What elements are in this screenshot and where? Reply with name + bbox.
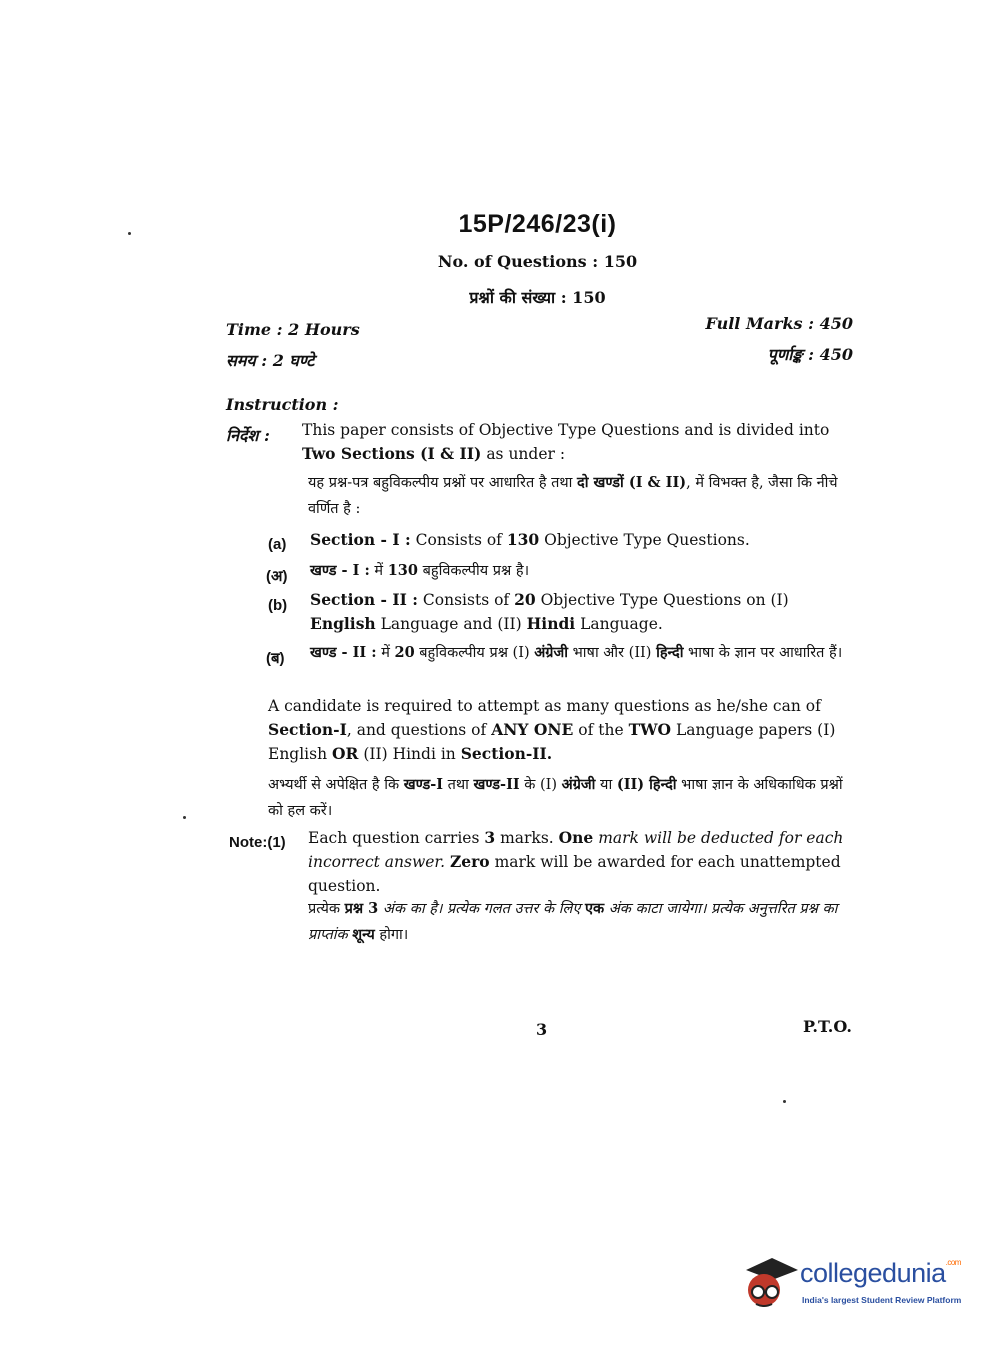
brand-name: collegedunia xyxy=(800,1258,946,1288)
instruction-label-hindi: निर्देश : xyxy=(226,426,270,445)
intro-hi-text-end: , में विभक्त है, जैसा कि नीचे वर्णित है : xyxy=(308,475,838,517)
item-text: में xyxy=(376,645,395,661)
item-bold: 130 xyxy=(387,562,418,579)
cand-hi-text: अभ्यर्थी से अपेक्षित है कि xyxy=(268,777,404,793)
cand-text: , and questions of xyxy=(346,721,492,739)
item-text: बहुविकल्पीय प्रश्न (I) xyxy=(414,645,535,661)
cand-hi-text: तथा xyxy=(443,777,474,793)
cand-hi-bold: (II) हिन्दी xyxy=(616,776,677,793)
cand-hi-text: के (I) xyxy=(519,777,562,793)
item-bold: खण्ड - II : xyxy=(310,644,377,661)
note-part: marks. xyxy=(495,829,559,847)
item-marker-b-hindi: (ब) xyxy=(266,650,285,667)
note-hi-bold: प्रश्न 3 xyxy=(344,900,379,917)
cand-bold: OR xyxy=(332,744,359,763)
item-text: Consists of xyxy=(410,531,507,549)
number-of-questions: No. of Questions : 150 xyxy=(437,252,638,271)
item-bold: English xyxy=(310,614,376,633)
full-marks-hindi: पूर्णाङ्क : 450 xyxy=(767,345,853,364)
cand-bold: Section-II. xyxy=(460,744,553,763)
cand-bold: ANY ONE xyxy=(491,720,574,739)
note-hi-part: होगा। xyxy=(374,927,409,943)
cand-bold: Section-I xyxy=(268,720,347,739)
item-text: Language. xyxy=(575,615,663,633)
item-bold: अंग्रेजी xyxy=(534,644,568,661)
collegedunia-mascot-icon xyxy=(742,1250,800,1312)
cand-text: of the xyxy=(573,721,629,739)
note-part-italic: mark will be deducted for each incorrect answer. xyxy=(308,829,844,871)
note-hi-bold: शून्य xyxy=(352,926,375,943)
item-bold: हिन्दी xyxy=(656,644,684,661)
cand-hi-bold: खण्ड-I xyxy=(403,776,444,793)
time-allowed-hindi: समय : 2 घण्टे xyxy=(226,351,315,370)
item-section-1-hindi xyxy=(310,559,858,583)
candidate-instruction xyxy=(268,694,860,766)
time-allowed: Time : 2 Hours xyxy=(226,320,360,339)
intro-bold: Two Sections (I & II) xyxy=(302,444,482,463)
note-hi-bold: एक xyxy=(584,900,605,917)
scan-speck xyxy=(783,1100,786,1103)
note-text xyxy=(308,826,860,898)
note-hi-part-italic: अंक काटा जायेगा। प्रत्येक अनुत्तरित प्रश्न का प्राप्तांक xyxy=(308,901,838,943)
paper-code: 15P/246/23(i) xyxy=(458,210,617,238)
item-marker-a-hindi: (अ) xyxy=(266,568,288,585)
intro-text-end: as under : xyxy=(481,445,566,463)
brand-suffix: .com xyxy=(945,1258,961,1267)
item-bold: 20 xyxy=(394,644,415,661)
cand-text: Language papers (I) English xyxy=(268,721,836,763)
item-text: Objective Type Questions. xyxy=(539,531,750,549)
cand-hi-bold: अंग्रेजी xyxy=(561,776,596,793)
note-part: mark will be awarded for each unattempted question. xyxy=(308,853,841,895)
scan-speck xyxy=(128,232,131,235)
intro-text: This paper consists of Objective Type Questions and is divided into xyxy=(302,421,830,439)
cand-hi-text: भाषा ज्ञान के अधिकाधिक प्रश्नों को हल करें। xyxy=(268,777,843,819)
scan-speck xyxy=(183,816,186,819)
cand-text: A candidate is required to attempt as many questions as he/she can of xyxy=(268,697,821,715)
item-section-2-hindi xyxy=(310,640,858,666)
instruction-label: Instruction : xyxy=(226,395,339,414)
item-marker-a: (a) xyxy=(268,536,287,553)
cand-hi-text: या xyxy=(595,777,617,793)
intro-hi-bold: दो खण्डों (I & II) xyxy=(577,474,687,491)
item-bold: Section - II : xyxy=(310,590,418,609)
note-text-hindi xyxy=(308,896,860,948)
instruction-intro-hindi xyxy=(308,470,858,522)
instruction-intro xyxy=(302,418,857,466)
item-text: भाषा के ज्ञान पर आधारित हैं। xyxy=(683,645,843,661)
item-bold: खण्ड - I : xyxy=(310,562,370,579)
candidate-instruction-hindi xyxy=(268,772,860,824)
note-bold: Zero xyxy=(449,852,490,871)
item-text: में xyxy=(369,563,388,579)
item-text: Consists of xyxy=(418,591,515,609)
note-hi-part: प्रत्येक xyxy=(308,901,345,917)
please-turn-over: P.T.O. xyxy=(803,1017,852,1036)
item-bold: Hindi xyxy=(526,614,576,633)
note-part: Each question carries xyxy=(308,829,485,847)
item-bold: Section - I : xyxy=(310,530,411,549)
page-number: 3 xyxy=(536,1020,548,1039)
item-text: भाषा और (II) xyxy=(568,645,657,661)
note-bold: One xyxy=(558,828,594,847)
item-section-2 xyxy=(310,588,858,636)
cand-text: (II) Hindi in xyxy=(358,745,461,763)
item-text: बहुविकल्पीय प्रश्न है। xyxy=(417,563,530,579)
item-text: Objective Type Questions on (I) xyxy=(535,591,789,609)
note-bold: 3 xyxy=(484,828,496,847)
item-bold: 20 xyxy=(514,590,536,609)
item-bold: 130 xyxy=(506,530,540,549)
item-text: Language and (II) xyxy=(375,615,527,633)
watermark-tagline: India's largest Student Review Platform xyxy=(802,1295,962,1305)
note-hi-part-italic: अंक का है। प्रत्येक गलत उत्तर के लिए xyxy=(378,901,585,917)
number-of-questions-hindi: प्रश्नों की संख्या : 150 xyxy=(469,288,606,307)
watermark-brand xyxy=(800,1258,961,1289)
intro-hi-text: यह प्रश्न-पत्र बहुविकल्पीय प्रश्नों पर आधारित है तथा xyxy=(308,475,578,491)
item-section-1 xyxy=(310,528,858,552)
note-label: Note:(1) xyxy=(229,834,286,851)
cand-hi-bold: खण्ड-II xyxy=(473,776,520,793)
item-marker-b: (b) xyxy=(268,597,288,614)
full-marks: Full Marks : 450 xyxy=(705,314,853,333)
cand-bold: TWO xyxy=(628,720,672,739)
